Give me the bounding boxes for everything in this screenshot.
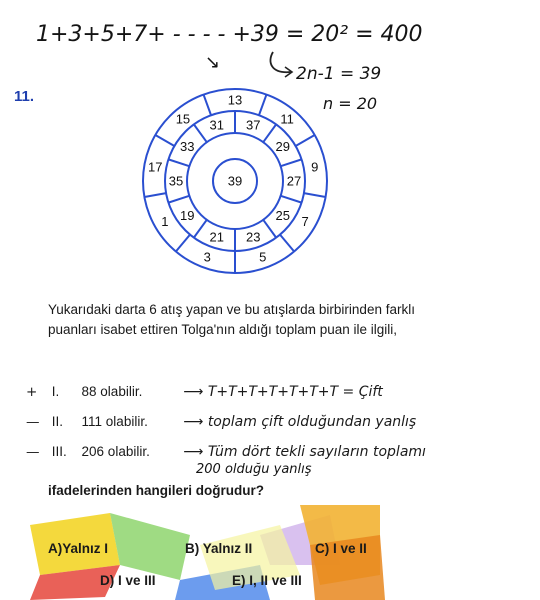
statement-mark: +: [26, 384, 38, 400]
statement-note: ⟶ Tüm dört tekli sayıların toplamı: [183, 444, 426, 460]
inner-ring-value: 29: [275, 138, 290, 154]
outer-ring-value: 11: [280, 111, 294, 127]
ring-divider: [296, 135, 315, 146]
outer-ring-value: 7: [301, 214, 309, 229]
statement-text: 206 olabilir.: [81, 444, 150, 459]
ring-divider: [194, 124, 207, 142]
answer-c[interactable]: [315, 541, 367, 556]
statement-roman: III.: [51, 444, 67, 459]
answer-e[interactable]: [232, 573, 302, 588]
outer-ring-value: 17: [147, 159, 163, 175]
outer-ring-value: 15: [175, 111, 191, 127]
ring-divider: [259, 95, 267, 116]
statement-note: ⟶ toplam çift olduğundan yanlış: [183, 414, 417, 430]
answer-letter: A): [48, 541, 63, 556]
inner-ring-value: 31: [209, 117, 225, 133]
question-body: Yukarıdaki darta 6 atış yapan ve bu atışlarda birbirinden farklı puanları isabet ettiren Tolga'nın aldığı toplam puan ile ilgili,: [48, 302, 415, 337]
statement-note: ⟶ T+T+T+T+T+T+T = Çift: [183, 384, 383, 400]
question-prompt: ifadelerinden hangileri doğrudur?: [48, 483, 265, 498]
answer-d[interactable]: [100, 573, 156, 588]
inner-ring-value: 27: [286, 173, 302, 189]
inner-ring-value: 37: [245, 117, 261, 133]
ring-divider: [168, 159, 189, 166]
answer-b[interactable]: [185, 541, 252, 556]
answer-text: I ve III: [118, 573, 156, 588]
outer-ring-value: 9: [311, 159, 319, 175]
inner-ring-value: 35: [168, 173, 184, 189]
answer-text: I ve II: [333, 541, 367, 556]
handwritten-formula: 2n-1 = 39: [296, 64, 382, 84]
center-value: 39: [227, 173, 243, 189]
ring-divider: [304, 193, 326, 197]
inner-ring-value: 21: [209, 229, 225, 245]
answer-letter: C): [315, 541, 330, 556]
inner-ring-value: 33: [180, 138, 195, 154]
statement-mark: —: [26, 414, 40, 430]
ring-divider: [194, 220, 207, 238]
answer-text: I, II ve III: [249, 573, 302, 588]
ring-divider: [155, 135, 174, 146]
ring-divider: [280, 235, 294, 252]
hook-arrow-icon: [265, 50, 297, 85]
outer-ring-value: 3: [203, 249, 211, 265]
ring-divider: [176, 235, 190, 252]
handwritten-equation: 1+3+5+7+ - - - - +39 = 20² = 400: [36, 22, 423, 47]
statement-3: [26, 442, 426, 462]
answer-area: [0, 505, 540, 600]
answer-letter: D): [100, 573, 115, 588]
outer-ring-value: 13: [227, 92, 243, 108]
handwritten-solution: n = 20: [323, 94, 378, 113]
inner-ring-value: 19: [180, 208, 195, 224]
ring-divider: [263, 220, 276, 238]
handwritten-mark: ↘: [205, 52, 221, 73]
answer-a[interactable]: [48, 541, 108, 556]
ring-divider: [168, 196, 189, 203]
statement-roman: II.: [51, 414, 64, 429]
outer-ring-value: 5: [259, 249, 267, 265]
ring-divider: [281, 196, 302, 203]
dartboard: [135, 85, 335, 275]
outer-ring-value: 1: [161, 214, 169, 229]
ring-divider: [281, 159, 302, 166]
statement-2: [26, 412, 416, 432]
statement-text: 111 olabilir.: [81, 414, 148, 429]
statement-text: 88 olabilir.: [81, 384, 143, 399]
ring-divider: [144, 193, 166, 197]
statement-mark: —: [26, 444, 40, 460]
ring-divider: [263, 124, 276, 142]
inner-ring-value: 25: [275, 208, 290, 224]
statement-note-continuation: 200 olduğu yanlış: [196, 462, 312, 477]
answer-letter: B): [185, 541, 200, 556]
statement-roman: I.: [51, 384, 60, 399]
statement-1: [26, 382, 383, 402]
answer-text: Yalnız I: [62, 541, 109, 556]
ring-divider: [204, 95, 212, 116]
inner-ring-value: 23: [245, 229, 261, 245]
answer-letter: E): [232, 573, 246, 588]
question-number: 11.: [14, 88, 35, 105]
answer-text: Yalnız II: [202, 541, 253, 556]
